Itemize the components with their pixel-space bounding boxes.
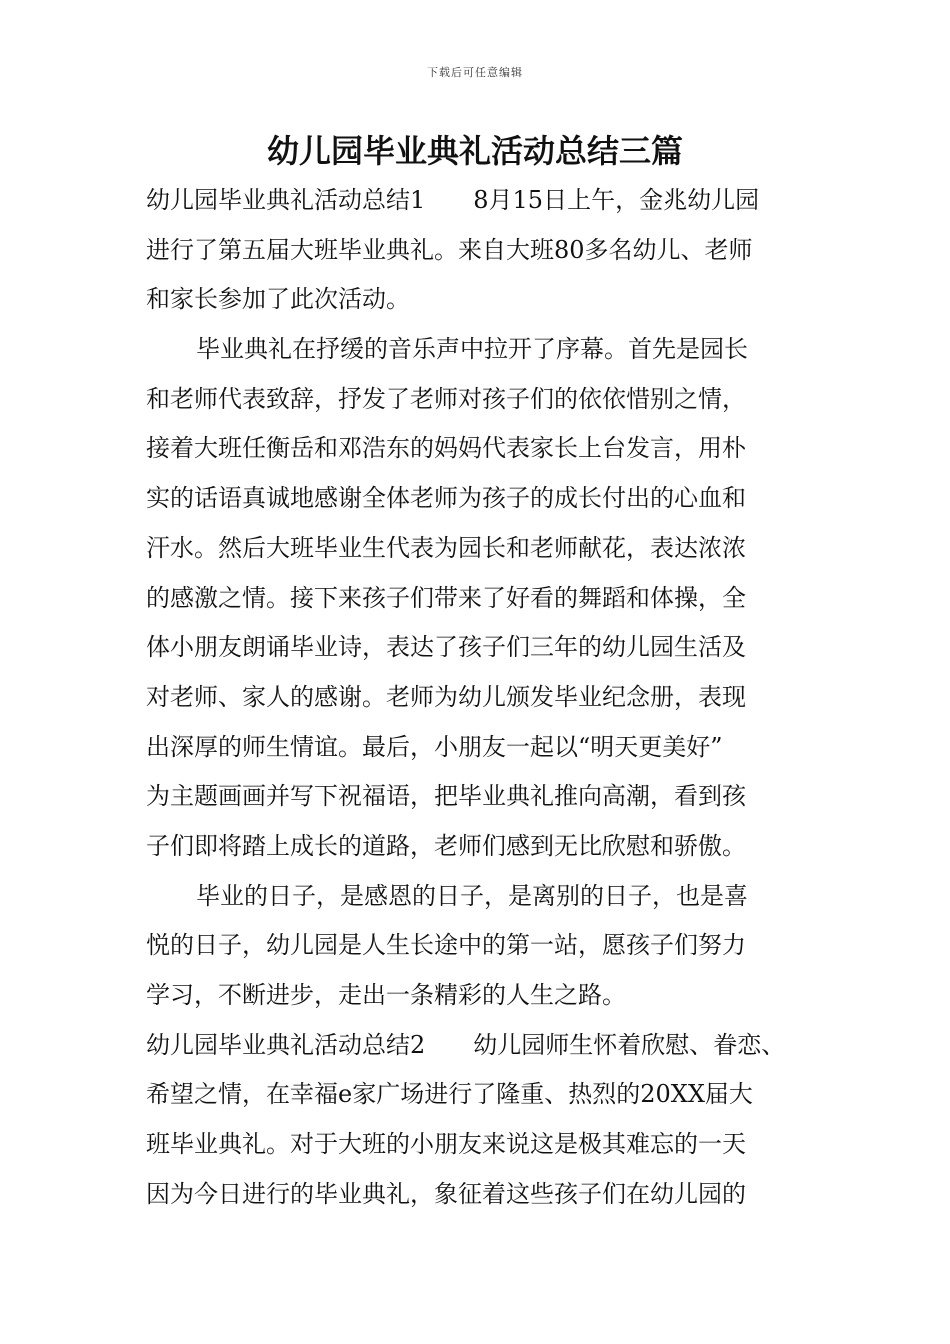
text-line: 学习，不断进步，走出一条精彩的人生之路。 (146, 981, 626, 1009)
text-line: 对老师、家人的感谢。老师为幼儿颁发毕业纪念册，表现 (146, 682, 746, 711)
text-line: 子们即将踏上成长的道路，老师们感到无比欣慰和骄傲。 (146, 831, 746, 860)
header-note: 下载后可任意编辑 (427, 66, 523, 79)
text-line: 接着大班任衡岳和邓浩东的妈妈代表家长上台发言，用朴 (146, 434, 746, 463)
text-line: 体小朋友朗诵毕业诗，表达了孩子们三年的幼儿园生活及 (146, 633, 746, 662)
text-line: 因为今日进行的毕业典礼，象征着这些孩子们在幼儿园的 (146, 1179, 746, 1208)
text-line: 希望之情，在幸福e家广场进行了隆重、热烈的20XX届大 (146, 1080, 753, 1109)
text-line: 实的话语真诚地感谢全体老师为孩子的成长付出的心血和 (146, 484, 746, 513)
text-line: 和老师代表致辞，抒发了老师对孩子们的依依惜别之情， (146, 384, 746, 413)
text-line: 的感激之情。接下来孩子们带来了好看的舞蹈和体操，全 (146, 583, 746, 612)
text-line: 毕业典礼在抒缓的音乐声中拉开了序幕。首先是园长 (196, 335, 748, 364)
text-line: 进行了第五届大班毕业典礼。来自大班80多名幼儿、老师 (146, 235, 753, 264)
document-body (146, 176, 812, 1219)
text-line: 班毕业典礼。对于大班的小朋友来说这是极其难忘的一天 (146, 1130, 746, 1159)
text-line: 出深厚的师生情谊。最后，小朋友一起以“明天更美好” (146, 732, 723, 761)
text-line: 悦的日子，幼儿园是人生长途中的第一站，愿孩子们努力 (146, 931, 746, 960)
text-line: 幼儿园毕业典礼活动总结2 幼儿园师生怀着欣慰、眷恋、 (146, 1030, 786, 1059)
text-line: 为主题画画并写下祝福语，把毕业典礼推向高潮，看到孩 (146, 782, 746, 811)
text-line: 幼儿园毕业典礼活动总结1 8月15日上午，金兆幼儿园 (146, 186, 760, 214)
text-line: 和家长参加了此次活动。 (146, 285, 410, 314)
text-line: 汗水。然后大班毕业生代表为园长和老师献花，表达浓浓 (146, 533, 746, 562)
document-title: 幼儿园毕业典礼活动总结三篇 (266, 132, 683, 170)
text-line: 毕业的日子，是感恩的日子，是离别的日子，也是喜 (196, 881, 748, 910)
